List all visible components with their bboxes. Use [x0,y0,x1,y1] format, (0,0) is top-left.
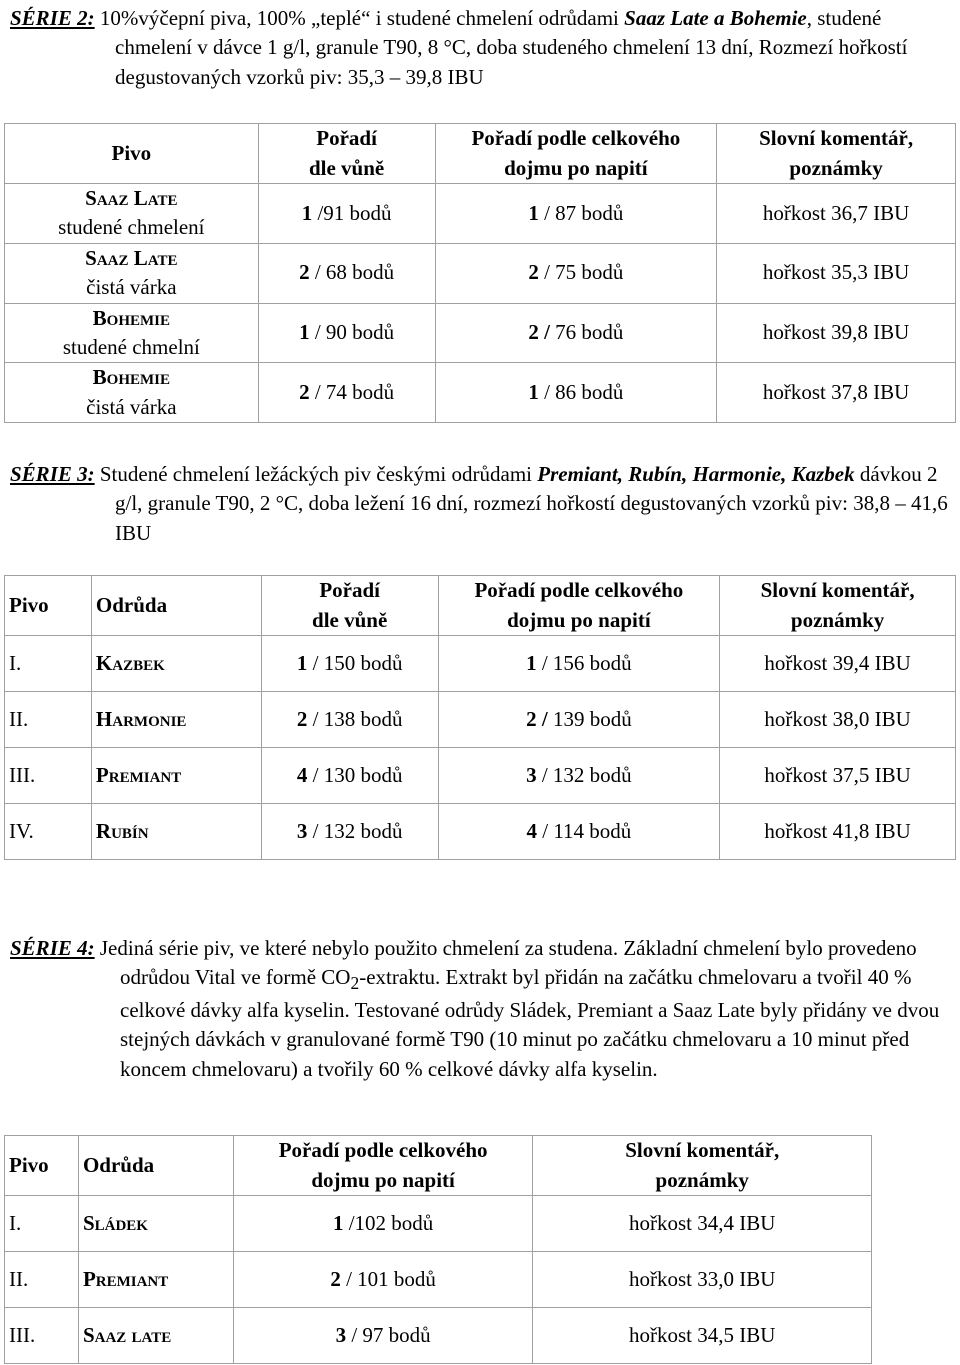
serie3-text-b: dávkou 2 g/l, granule T90, 2 °C, doba ležení 16 dní, rozmezí hořkostí degustovaných vzorků piv: 38,8 – 41,6 IBU [115,462,948,545]
serie4-row-odruda: Sládek [78,1196,233,1252]
serie3-paragraph [10,460,955,548]
serie4-row-pivo: II. [5,1252,79,1308]
serie3-row-dojem: 1 / 156 bodů [438,636,720,692]
serie4-row-komentar: hořkost 33,0 IBU [533,1252,872,1308]
serie3-header-odruda: Odrůda [91,576,261,636]
serie3-header-row [5,576,956,636]
serie3-row-odruda: Kazbek [91,636,261,692]
serie2-paragraph [10,4,955,92]
serie4-header-komentar: Slovní komentář, poznámky [533,1136,872,1196]
serie2-row-pivo: Saaz Late čistá várka [5,243,259,303]
serie2-row-dojem: 2 / 75 bodů [435,243,717,303]
serie2-header-vune: Pořadí dle vůně [258,124,435,184]
serie4-row-odruda: Saaz late [78,1308,233,1364]
serie2-header-pivo: Pivo [5,124,259,184]
serie3-row-dojem: 2 / 139 bodů [438,692,720,748]
serie2-row-dojem: 1 / 86 bodů [435,363,717,423]
serie3-header-komentar: Slovní komentář, poznámky [720,576,956,636]
serie2-row-komentar: hořkost 36,7 IBU [717,184,956,244]
serie3-varieties: Premiant, Rubín, Harmonie, Kazbek [537,462,855,486]
serie2-row-vune: 1 /91 bodů [258,184,435,244]
serie2-text-b: , studené chmelení v dávce 1 g/l, granule T90, 8 °C, doba studeného chmelení 13 dní, Rozmezí hořkostí degustovaných vzorků piv: 35,3 – 39,8 IBU [115,6,908,89]
serie2-row-komentar: hořkost 37,8 IBU [717,363,956,423]
serie2-header-row [5,124,956,184]
serie3-row-odruda: Premiant [91,748,261,804]
serie2-row-dojem: 1 / 87 bodů [435,184,717,244]
table-row [5,748,956,804]
table-row [5,363,956,423]
serie4-row-komentar: hořkost 34,4 IBU [533,1196,872,1252]
table-row [5,303,956,363]
serie3-row-komentar: hořkost 41,8 IBU [720,804,956,860]
serie2-row-komentar: hořkost 35,3 IBU [717,243,956,303]
serie4-header-dojem: Pořadí podle celkového dojmu po napití [233,1136,533,1196]
serie2-row-pivo: Bohemie čistá várka [5,363,259,423]
serie2-row-pivo: Saaz Late studené chmelení [5,184,259,244]
serie4-subscript: 2 [350,973,360,994]
serie3-header-vune: Pořadí dle vůně [261,576,438,636]
serie2-table [4,123,956,423]
serie2-label: SÉRIE 2: [10,6,95,30]
serie4-row-pivo: I. [5,1196,79,1252]
serie4-header-odruda: Odrůda [78,1136,233,1196]
table-row [5,636,956,692]
serie3-row-vune: 4 / 130 bodů [261,748,438,804]
serie3-row-vune: 3 / 132 bodů [261,804,438,860]
serie3-row-pivo: II. [5,692,92,748]
serie2-header-dojem: Pořadí podle celkového dojmu po napití [435,124,717,184]
serie4-header-row [5,1136,872,1196]
serie2-varieties: Saaz Late a Bohemie [624,6,807,30]
table-row [5,1308,872,1364]
serie3-row-pivo: I. [5,636,92,692]
serie3-row-vune: 2 / 138 bodů [261,692,438,748]
serie4-row-pivo: III. [5,1308,79,1364]
table-row [5,804,956,860]
serie3-table [4,575,956,860]
table-row [5,243,956,303]
serie4-header-pivo: Pivo [5,1136,79,1196]
serie3-intro [10,460,955,548]
serie2-row-komentar: hořkost 39,8 IBU [717,303,956,363]
serie4-row-dojem: 1 /102 bodů [233,1196,533,1252]
serie3-row-pivo: IV. [5,804,92,860]
serie3-row-komentar: hořkost 39,4 IBU [720,636,956,692]
serie3-row-vune: 1 / 150 bodů [261,636,438,692]
serie4-row-komentar: hořkost 34,5 IBU [533,1308,872,1364]
serie3-row-odruda: Harmonie [91,692,261,748]
serie2-row-vune: 1 / 90 bodů [258,303,435,363]
serie3-row-komentar: hořkost 38,0 IBU [720,692,956,748]
serie4-row-dojem: 2 / 101 bodů [233,1252,533,1308]
serie4-text-b: -extraktu. Extrakt byl přidán na začátku chmelovaru a tvořil 40 % celkové dávky alfa kyselin. Testované odrůdy Sládek, Premiant a Saaz Late byly přidány ve dvou stejných dávkách v granulované formě T90 (10 minut po začátku chmelovaru a 10 minut před koncem chmelovaru) a tvořily 60 % celkové dávky alfa kyselin. [120,965,940,1081]
serie3-row-odruda: Rubín [91,804,261,860]
serie3-row-dojem: 3 / 132 bodů [438,748,720,804]
serie3-header-dojem: Pořadí podle celkového dojmu po napití [438,576,720,636]
table-row [5,1252,872,1308]
serie2-header-komentar: Slovní komentář, poznámky [717,124,956,184]
serie4-table [4,1135,872,1364]
table-row [5,1196,872,1252]
serie3-row-dojem: 4 / 114 bodů [438,804,720,860]
serie3-text-a: Studené chmelení ležáckých piv českými odrůdami [94,462,538,486]
serie2-text-a: 10%výčepní piva, 100% „teplé“ i studené chmelení odrůdami [94,6,625,30]
table-row [5,692,956,748]
serie2-intro [10,4,955,92]
serie4-paragraph [10,934,955,1084]
serie2-row-pivo: Bohemie studené chmelní [5,303,259,363]
serie3-row-komentar: hořkost 37,5 IBU [720,748,956,804]
serie4-text-a: Jediná série piv, ve které nebylo použito chmelení za studena. Základní chmelení bylo provedeno odrůdou Vital ve formě CO [94,936,917,990]
serie2-row-vune: 2 / 74 bodů [258,363,435,423]
serie4-row-odruda: Premiant [78,1252,233,1308]
serie2-row-vune: 2 / 68 bodů [258,243,435,303]
serie4-label: SÉRIE 4: [10,936,95,960]
serie3-label: SÉRIE 3: [10,462,95,486]
serie3-row-pivo: III. [5,748,92,804]
serie2-row-dojem: 2 / 76 bodů [435,303,717,363]
serie4-row-dojem: 3 / 97 bodů [233,1308,533,1364]
table-row [5,184,956,244]
serie4-intro [10,934,955,1084]
serie3-header-pivo: Pivo [5,576,92,636]
